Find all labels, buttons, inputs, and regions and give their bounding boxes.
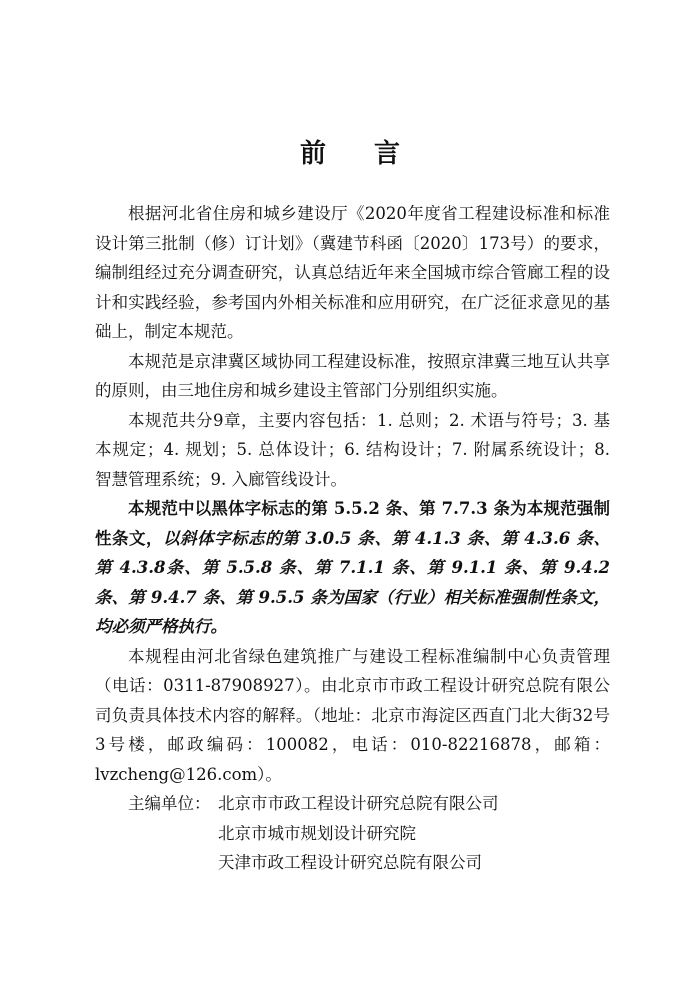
- paragraph-implementation: 本规范是京津冀区域协同工程建设标准，按照京津冀三地互认共享的原则，由三地住房和城乡建设主管部门分别组织实施。: [95, 351, 610, 400]
- mandatory-bold-text: 本规范中以黑体字标志的第 5.5.2 条、第 7.7.3 条为本规范强制性条文，: [95, 499, 610, 548]
- paragraph-mandatory-provisions: [95, 494, 610, 642]
- page-title: 前言: [299, 139, 448, 169]
- editor-row: [95, 789, 610, 819]
- chief-editor-units: [95, 789, 610, 878]
- editor-label: 主编单位：: [128, 794, 211, 813]
- paragraph-background: 根据河北省住房和城乡建设厅《2020年度省工程建设标准和标准设计第三批制（修）订计划》（冀建节科函〔2020〕173号）的要求，编制组经过充分调查研究，认真总结近年来全国城市综合管廊工程的设计和实践经验，参考国内外相关标准和应用研究，在广泛征求意见的基础上，制定本规范。: [95, 204, 610, 341]
- mandatory-italic-text: 以斜体字标志的第 3.0.5 条、第 4.1.3 条、第 4.3.6 条、第 4.3.8条、第 5.5.8 条、第 7.1.1 条、第 9.1.1 条、第 9.4.2 条、第 9.4.7 条、第 9.5.5 条为国家（行业）相关标准强制性条文，均必须严格执行。: [95, 528, 611, 636]
- preface-body: [95, 199, 610, 878]
- paragraph-contents: 本规范共分9章，主要内容包括：1. 总则；2. 术语与符号；3. 基本规定；4. 规划；5. 总体设计；6. 结构设计；7. 附属系统设计；8. 智慧管理系统；9. 入廊管线设计。: [95, 410, 610, 489]
- editor-row: [95, 819, 610, 849]
- editor-row: [95, 848, 610, 878]
- editor-unit: 天津市政工程设计研究总院有限公司: [218, 853, 482, 872]
- editor-unit: 北京市市政工程设计研究总院有限公司: [218, 794, 499, 813]
- editor-unit: 北京市城市规划设计研究院: [218, 823, 416, 843]
- paragraph-contact: 本规程由河北省绿色建筑推广与建设工程标准编制中心负责管理（电话：0311-87908927）。由北京市市政工程设计研究总院有限公司负责具体技术内容的解释。（地址：北京市海淀区西直门北大街32号3号楼，邮政编码：100082，电话：010-82216878，邮箱：lvzcheng@126.com）。: [95, 646, 610, 784]
